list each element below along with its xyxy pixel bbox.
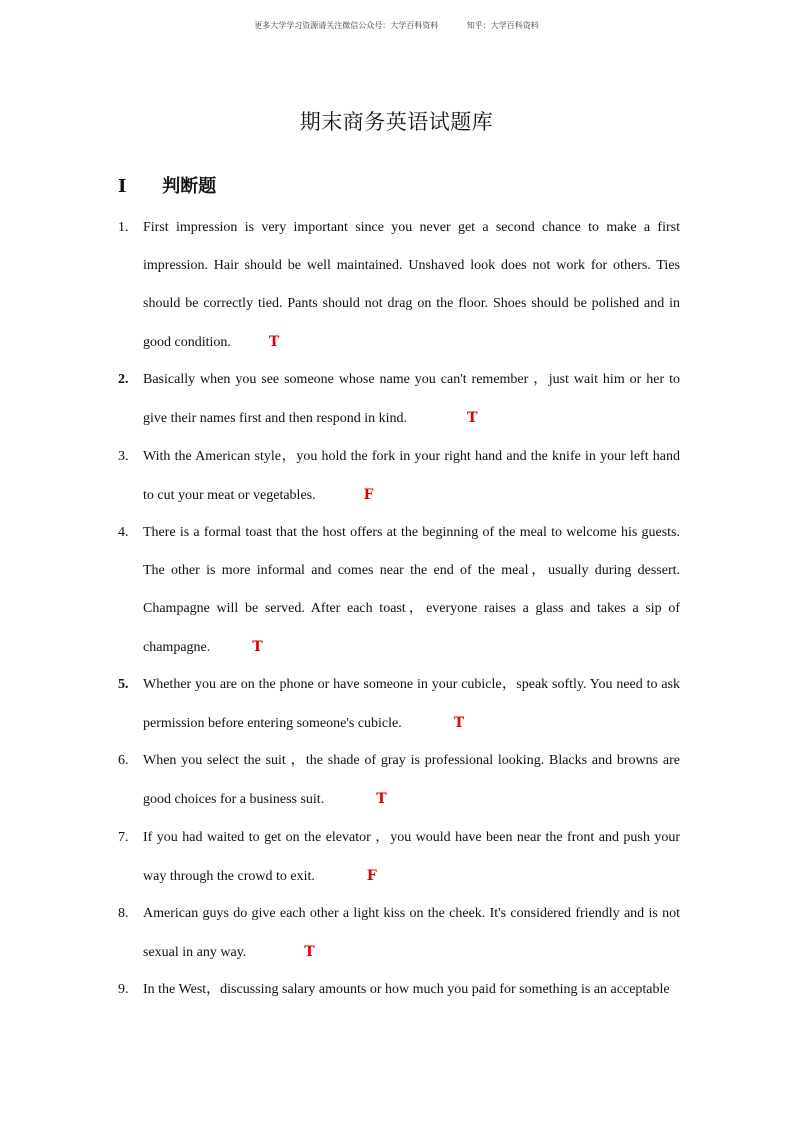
section-label: 判断题 — [162, 176, 217, 197]
question-item — [118, 971, 680, 1009]
question-text: First impression is very important since you never get a second chance to make a first impression. Hair should be well maintained. Unshaved look does not work for others. Ties should be correctly tied. Pants should not drag on the floor. Shoes should be polished and in good condition. — [143, 220, 680, 350]
question-item — [118, 819, 680, 896]
question-number: 3. — [118, 449, 129, 464]
question-number: 2. — [118, 372, 129, 387]
page-header-note — [0, 20, 793, 31]
question-item — [118, 742, 680, 819]
header-note-zhihu: 知乎：大学百科资料 — [466, 21, 539, 30]
section-number: I — [118, 176, 127, 197]
question-item — [118, 209, 680, 362]
question-number: 7. — [118, 830, 129, 845]
question-item — [118, 361, 680, 438]
question-text: American guys do give each other a light kiss on the cheek. It's considered friendly and is not sexual in any way. — [143, 906, 680, 960]
question-item — [118, 438, 680, 515]
question-text: Basically when you see someone whose name you can't remember ，just wait him or her to give their names first and then respond in kind. — [143, 372, 680, 426]
section-heading — [118, 172, 216, 198]
answer-mark: F — [363, 487, 374, 503]
question-text: In the West，discussing salary amounts or how much you paid for something is an acceptable — [143, 982, 670, 997]
answer-mark: T — [467, 410, 478, 426]
question-number: 8. — [118, 906, 129, 921]
question-number: 6. — [118, 753, 129, 768]
question-text: When you select the suit ，the shade of gray is professional looking. Blacks and browns are good choices for a business suit. — [143, 753, 680, 807]
answer-mark: T — [252, 639, 263, 655]
question-item — [118, 895, 680, 972]
question-number: 9. — [118, 982, 129, 997]
question-number: 4. — [118, 525, 129, 540]
page-title: 期末商务英语试题库 — [299, 110, 494, 134]
question-number: 1. — [118, 220, 129, 235]
answer-mark: T — [268, 334, 280, 350]
question-number: 5. — [118, 677, 129, 692]
answer-mark: T — [453, 715, 465, 731]
question-item — [118, 514, 680, 667]
header-note-wechat: 更多大学学习资源请关注微信公众号：大学百科资料 — [254, 21, 439, 30]
question-text: There is a formal toast that the host offers at the beginning of the meal to welcome his guests. The other is more informal and comes near the end of the meal，usually during dessert. Champagne will be served. After each toast，everyone raises a glass and takes a sip of champagne. — [143, 525, 680, 655]
answer-mark: F — [366, 868, 377, 884]
question-text: Whether you are on the phone or have someone in your cubicle，speak softly. You need to ask permission before entering someone's cubicle. — [143, 677, 680, 731]
question-text: With the American style，you hold the fork in your right hand and the knife in your left hand to cut your meat or vegetables. — [143, 449, 680, 503]
answer-mark: T — [304, 944, 315, 960]
question-item — [118, 666, 680, 743]
question-text: If you had waited to get on the elevator ，you would have been near the front and push your way through the crowd to exit. — [143, 830, 680, 884]
answer-mark: T — [376, 791, 387, 807]
